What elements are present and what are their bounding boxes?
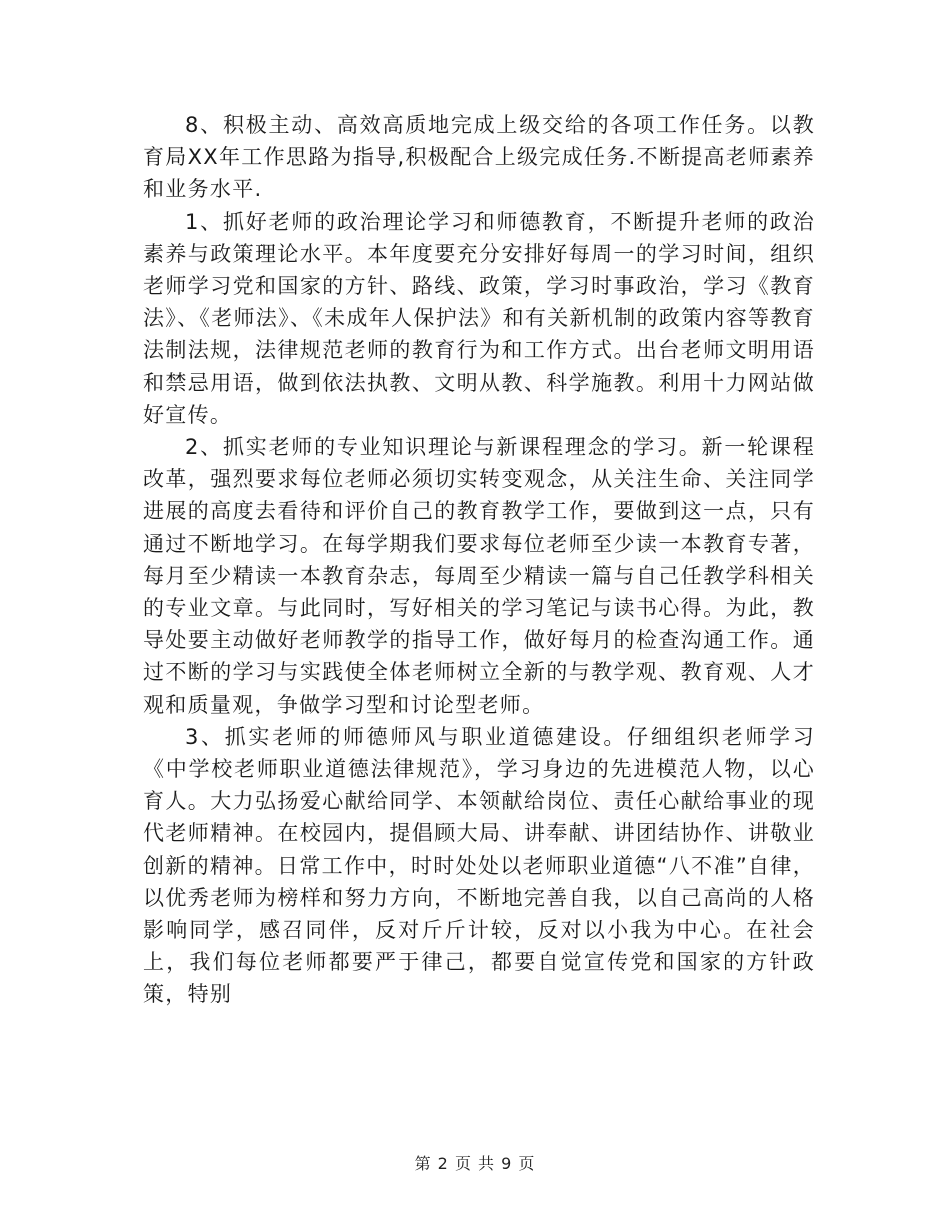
paragraph-item-8: 8、积极主动、高效高质地完成上级交给的各项工作任务。以教育局XX年工作思路为指导,积极配合上级完成任务.不断提高老师素养和业务水平.	[143, 113, 815, 202]
paragraph-political-study: 1、抓好老师的政治理论学习和师德教育，不断提升老师的政治素养与政策理论水平。本年度要充分安排好每周一的学习时间，组织老师学习党和国家的方针、路线、政策，学习时事政治，学习《教育法》、《老师法》、《未成年人保护法》和有关新机制的政策内容等教育法制法规，法律规范老师的教育行为和工作方式。出台老师文明用语和禁忌用语，做到依法执教、文明从教、科学施教。利用十力网站做好宣传。	[143, 209, 815, 427]
document-body	[143, 109, 815, 1011]
paragraph-ethics-building: 3、抓实老师的师德师风与职业道德建设。仔细组织老师学习《中学校老师职业道德法律规范》，学习身边的先进模范人物，以心育人。大力弘扬爱心献给同学、本领献给岗位、责任心献给事业的现代老师精神。在校园内，提倡顾大局、讲奉献、讲团结协作、讲敬业创新的精神。日常工作中，时时处处以老师职业道德“八不准”自律，以优秀老师为榜样和努力方向，不断地完善自我，以自己高尚的人格影响同学，感召同伴，反对斤斤计较，反对以小我为中心。在社会上，我们每位老师都要严于律己，都要自觉宣传党和国家的方针政策，特别	[143, 724, 815, 1007]
page-number-footer: 第 2 页 共 9 页	[414, 1154, 536, 1173]
paragraph-professional-study: 2、抓实老师的专业知识理论与新课程理念的学习。新一轮课程改革，强烈要求每位老师必须切实转变观念，从关注生命、关注同学进展的高度去看待和评价自己的教育教学工作，要做到这一点，只有通过不断地学习。在每学期我们要求每位老师至少读一本教育专著，每月至少精读一本教育杂志，每周至少精读一篇与自己任教学科相关的专业文章。与此同时，写好相关的学习笔记与读书心得。为此，教导处要主动做好老师教学的指导工作，做好每月的检查沟通工作。通过不断的学习与实践使全体老师树立全新的与教学观、教育观、人才观和质量观，争做学习型和讨论型老师。	[143, 435, 815, 717]
